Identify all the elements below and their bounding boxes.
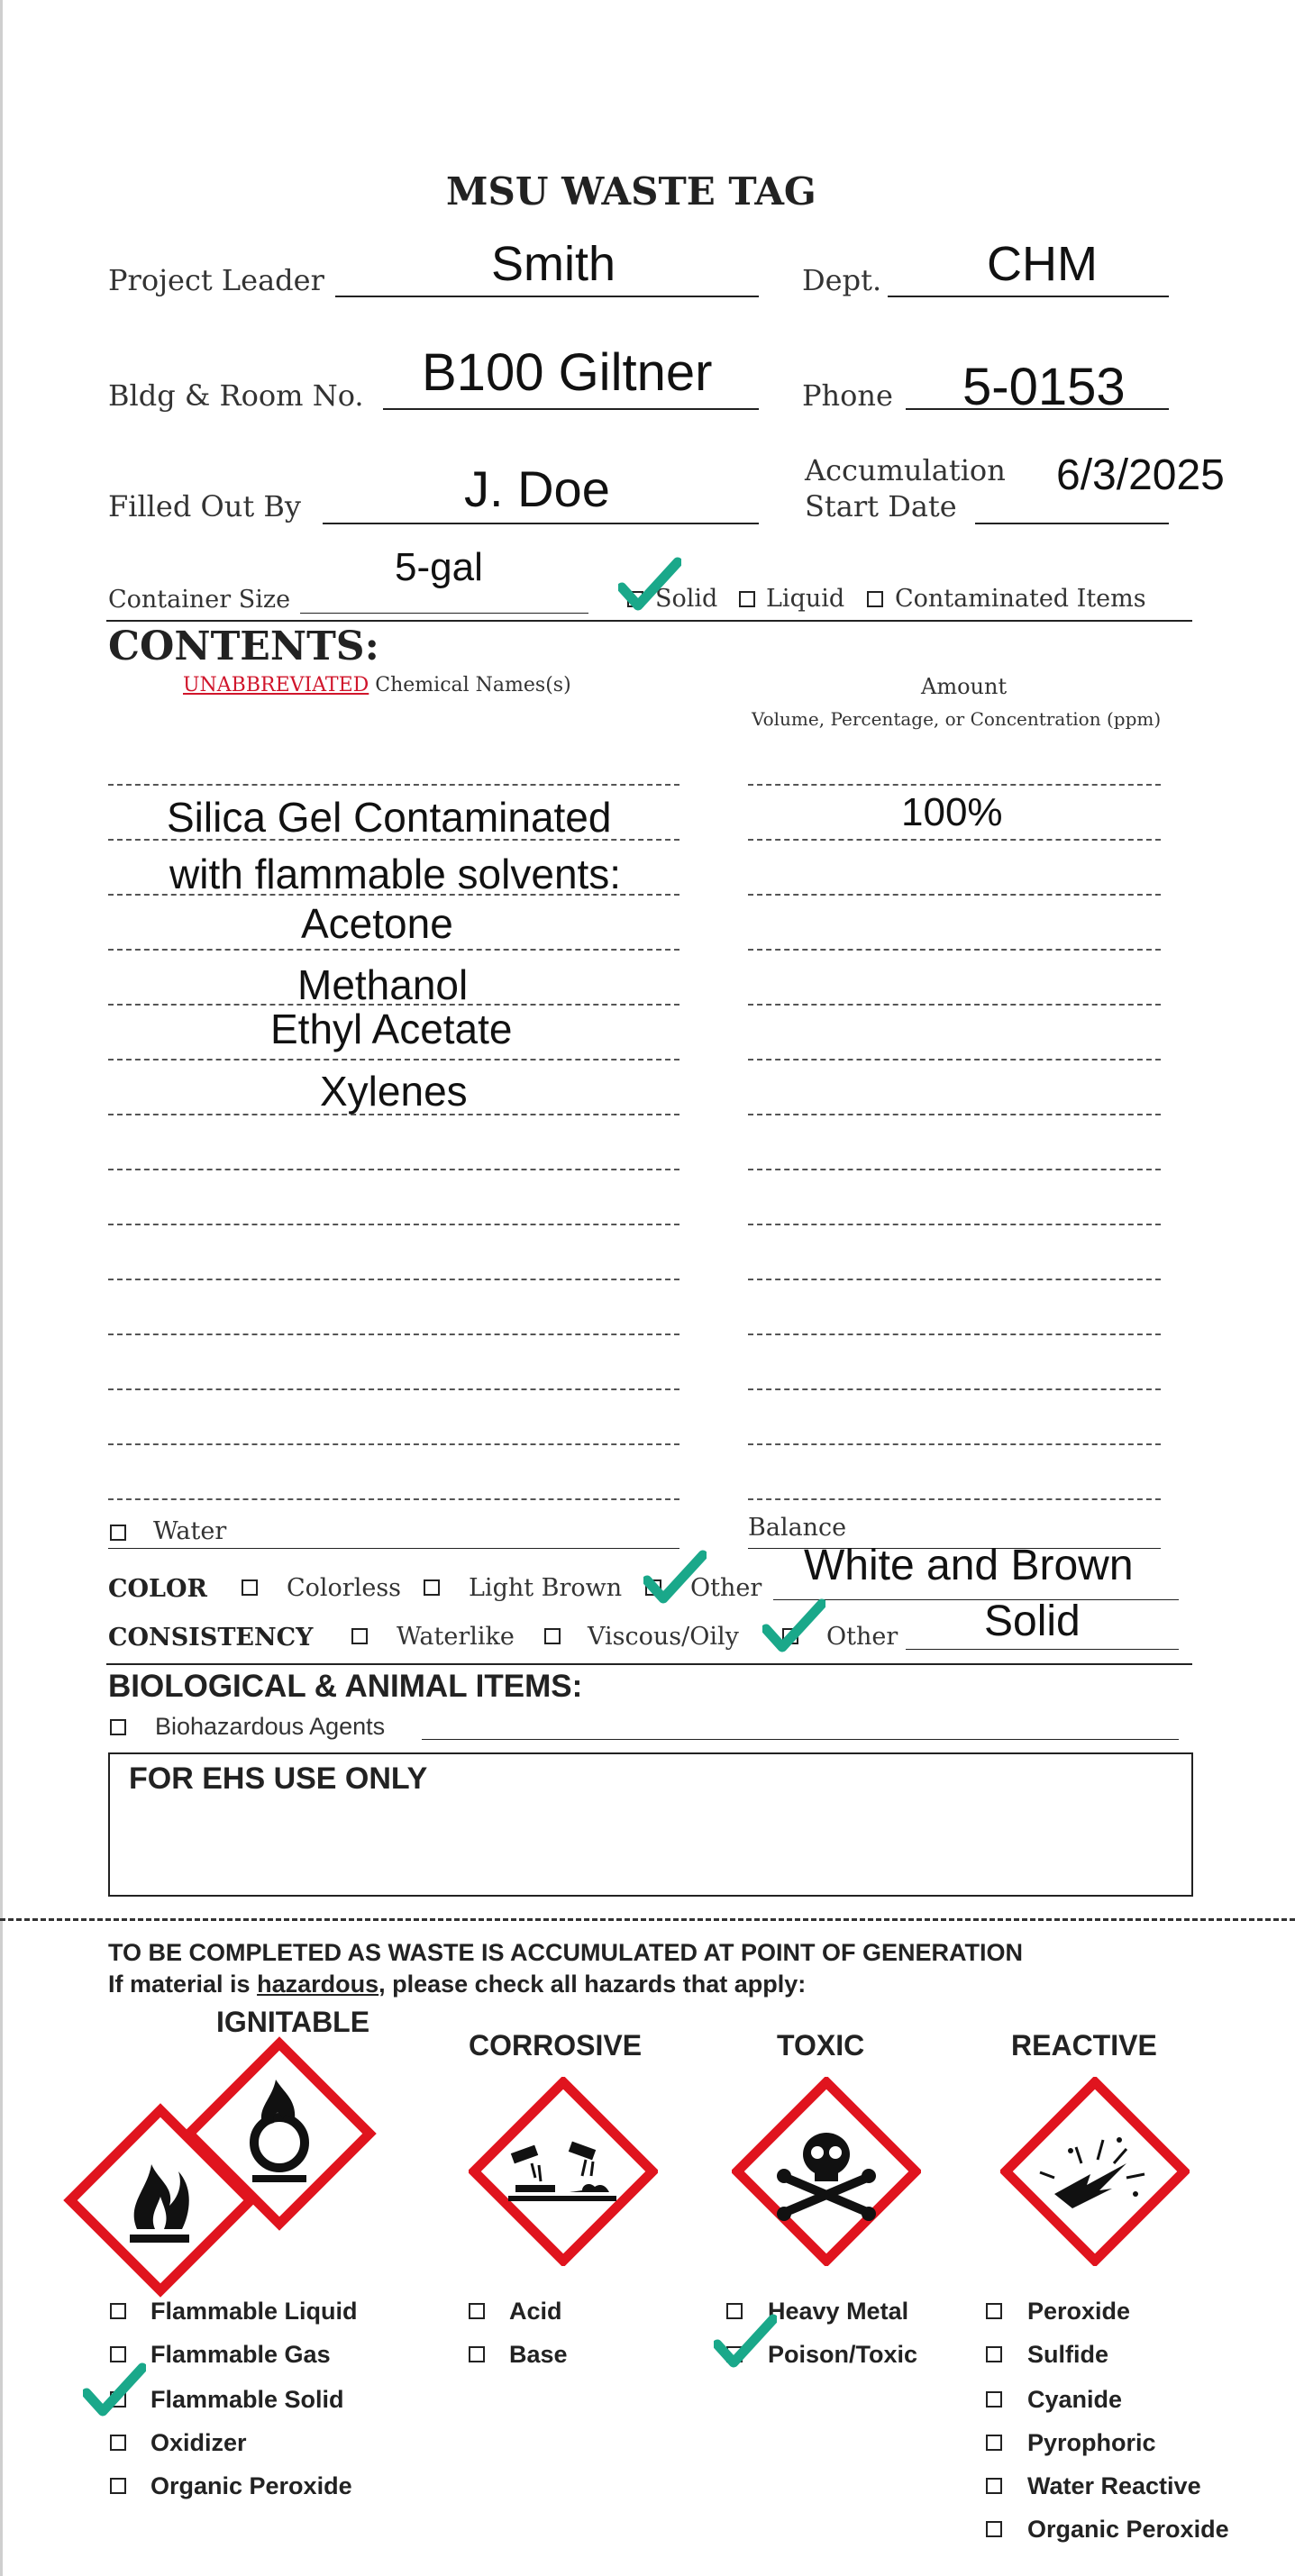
waterlike-label: Waterlike	[397, 1623, 515, 1651]
peroxide-checkbox[interactable]	[986, 2303, 1002, 2319]
base-label: Base	[509, 2341, 568, 2368]
color-other-check-icon	[643, 1550, 707, 1604]
base-checkbox[interactable]	[469, 2346, 485, 2362]
sulfide-checkbox[interactable]	[986, 2346, 1002, 2362]
biohazardous-agents-label: Biohazardous Agents	[155, 1713, 386, 1740]
amount-line	[748, 1224, 1161, 1225]
flammable-gas-checkbox[interactable]	[110, 2346, 126, 2362]
cyanide-label: Cyanide	[1027, 2386, 1123, 2413]
contaminated-items-label: Contaminated Items	[895, 585, 1146, 613]
flammable-solid-label: Flammable Solid	[150, 2386, 344, 2413]
pyrophoric-label: Pyrophoric	[1027, 2429, 1156, 2456]
heavy-metal-label: Heavy Metal	[768, 2298, 909, 2325]
bldg-room-label: Bldg & Room No.	[108, 378, 364, 413]
color-other-field[interactable]: White and Brown	[804, 1542, 1134, 1589]
ignitable-title: IGNITABLE	[216, 2006, 370, 2038]
colorless-label: Colorless	[287, 1574, 402, 1602]
name-line	[108, 1388, 679, 1390]
organic-peroxide-checkbox[interactable]	[110, 2478, 126, 2494]
consistency-rule	[106, 1663, 1192, 1665]
color-other-label: Other	[690, 1574, 762, 1602]
reactive-organic-peroxide-checkbox[interactable]	[986, 2521, 1002, 2537]
bldg-room-line	[383, 408, 759, 410]
solid-check-icon	[618, 557, 681, 611]
acid-checkbox[interactable]	[469, 2303, 485, 2319]
amount-line	[748, 1443, 1161, 1445]
liquid-label: Liquid	[766, 585, 845, 613]
water-label: Water	[153, 1517, 227, 1545]
biohazardous-agents-line[interactable]	[422, 1739, 1179, 1740]
consistency-other-label: Other	[826, 1623, 898, 1651]
consistency-other-field[interactable]: Solid	[984, 1597, 1081, 1645]
amount-line	[748, 839, 1161, 841]
acid-label: Acid	[509, 2298, 562, 2325]
container-size-line	[300, 613, 588, 614]
flammable-gas-label: Flammable Gas	[150, 2341, 331, 2368]
colorless-checkbox[interactable]	[242, 1579, 258, 1596]
reactive-organic-peroxide-label: Organic Peroxide	[1027, 2516, 1229, 2543]
liquid-checkbox[interactable]	[739, 591, 755, 607]
corrosive-pictogram-icon	[469, 2077, 658, 2266]
consistency-other-check-icon	[762, 1598, 825, 1652]
dept-field[interactable]: CHM	[987, 237, 1098, 291]
name-line	[108, 1498, 679, 1500]
chemical-name-entry[interactable]: Methanol	[297, 961, 469, 1008]
name-line	[108, 949, 679, 951]
waterlike-checkbox[interactable]	[351, 1628, 368, 1644]
amount-entry[interactable]: 100%	[901, 790, 1003, 834]
phone-field[interactable]: 5-0153	[962, 358, 1126, 416]
viscous-oily-checkbox[interactable]	[544, 1628, 561, 1644]
container-size-field[interactable]: 5-gal	[395, 545, 483, 589]
solid-label: Solid	[655, 585, 718, 613]
name-line	[108, 1169, 679, 1170]
water-reactive-checkbox[interactable]	[986, 2478, 1002, 2494]
filled-out-by-line	[323, 523, 759, 524]
project-leader-label: Project Leader	[108, 263, 324, 297]
start-date-field[interactable]: 6/3/2025	[1056, 451, 1225, 499]
name-line	[108, 1059, 679, 1060]
hazard-instructions: TO BE COMPLETED AS WASTE IS ACCUMULATED AT POINT OF GENERATION	[108, 1939, 1024, 1966]
flammable-liquid-checkbox[interactable]	[110, 2303, 126, 2319]
amount-line	[748, 1059, 1161, 1060]
flammable-liquid-label: Flammable Liquid	[150, 2298, 358, 2325]
viscous-oily-label: Viscous/Oily	[588, 1623, 739, 1651]
poison-toxic-label: Poison/Toxic	[768, 2341, 918, 2368]
ignitable-pictograms	[63, 2036, 388, 2298]
organic-peroxide-label: Organic Peroxide	[150, 2472, 352, 2499]
filled-out-by-field[interactable]: J. Doe	[464, 460, 610, 517]
amount-line	[748, 1004, 1161, 1006]
page-edge	[0, 0, 3, 2576]
peroxide-label: Peroxide	[1027, 2298, 1131, 2325]
chemical-name-entry[interactable]: Acetone	[301, 900, 453, 947]
biohazardous-agents-checkbox[interactable]	[110, 1719, 126, 1735]
amount-line	[748, 1169, 1161, 1170]
consistency-other-line	[906, 1649, 1179, 1650]
name-line	[108, 1279, 679, 1280]
filled-out-by-label: Filled Out By	[108, 489, 301, 523]
project-leader-line	[335, 296, 759, 297]
chemical-names-header: UNABBREVIATED Chemical Names(s)	[183, 674, 571, 696]
corrosive-title: CORROSIVE	[469, 2029, 643, 2062]
ehs-use-label: FOR EHS USE ONLY	[129, 1761, 428, 1796]
container-size-label: Container Size	[108, 586, 291, 614]
amount-line	[748, 1498, 1161, 1500]
chemical-name-entry[interactable]: with flammable solvents:	[169, 851, 622, 897]
project-leader-field[interactable]: Smith	[491, 237, 616, 291]
bio-heading: BIOLOGICAL & ANIMAL ITEMS:	[108, 1669, 583, 1704]
color-other-line	[773, 1599, 1179, 1600]
contents-heading: CONTENTS:	[108, 624, 379, 669]
contaminated-items-checkbox[interactable]	[867, 591, 883, 607]
dept-label: Dept.	[802, 263, 882, 297]
phone-label: Phone	[802, 378, 893, 413]
chemical-name-entry[interactable]: Xylenes	[320, 1068, 468, 1115]
balance-label: Balance	[748, 1514, 847, 1542]
accumulation-label: Accumulation	[805, 453, 1006, 487]
toxic-title: TOXIC	[777, 2029, 865, 2062]
reactive-pictogram-icon	[1000, 2077, 1190, 2266]
bldg-room-field[interactable]: B100 Giltner	[422, 343, 713, 402]
light-brown-label: Light Brown	[469, 1574, 623, 1602]
water-line	[108, 1548, 679, 1549]
oxidizer-checkbox[interactable]	[110, 2435, 126, 2451]
amount-line	[748, 1114, 1161, 1115]
water-checkbox[interactable]	[110, 1525, 126, 1541]
start-date-label: Start Date	[805, 489, 957, 523]
chemical-name-entry[interactable]: Ethyl Acetate	[270, 1006, 513, 1052]
amount-subheader: Volume, Percentage, or Concentration (ppm)	[752, 708, 1162, 730]
dept-line	[888, 296, 1169, 297]
amount-header: Amount	[921, 674, 1008, 699]
amount-line	[748, 1334, 1161, 1335]
oxidizer-label: Oxidizer	[150, 2429, 247, 2456]
chemical-name-entry[interactable]: Silica Gel Contaminated	[167, 794, 612, 841]
poison-toxic-check-icon	[714, 2314, 777, 2368]
form-title: MSU WASTE TAG	[446, 169, 816, 214]
reactive-title: REACTIVE	[1011, 2029, 1157, 2062]
start-date-line	[975, 523, 1169, 524]
container-rule	[106, 620, 1192, 622]
tear-line	[0, 1918, 1295, 1921]
amount-line	[748, 784, 1161, 786]
flammable-solid-check-icon	[83, 2362, 146, 2417]
sulfide-label: Sulfide	[1027, 2341, 1109, 2368]
amount-line	[748, 1388, 1161, 1390]
hazard-instructions-2: If material is hazardous, please check all hazards that apply:	[108, 1971, 807, 1998]
toxic-pictogram-icon	[732, 2077, 921, 2266]
name-line	[108, 784, 679, 786]
cyanide-checkbox[interactable]	[986, 2391, 1002, 2408]
color-label: COLOR	[108, 1575, 207, 1603]
name-line	[108, 1224, 679, 1225]
consistency-label: CONSISTENCY	[108, 1624, 314, 1652]
water-reactive-label: Water Reactive	[1027, 2472, 1201, 2499]
name-line	[108, 1443, 679, 1445]
light-brown-checkbox[interactable]	[424, 1579, 440, 1596]
amount-line	[748, 1279, 1161, 1280]
name-line	[108, 1334, 679, 1335]
amount-line	[748, 894, 1161, 896]
pyrophoric-checkbox[interactable]	[986, 2435, 1002, 2451]
amount-line	[748, 949, 1161, 951]
